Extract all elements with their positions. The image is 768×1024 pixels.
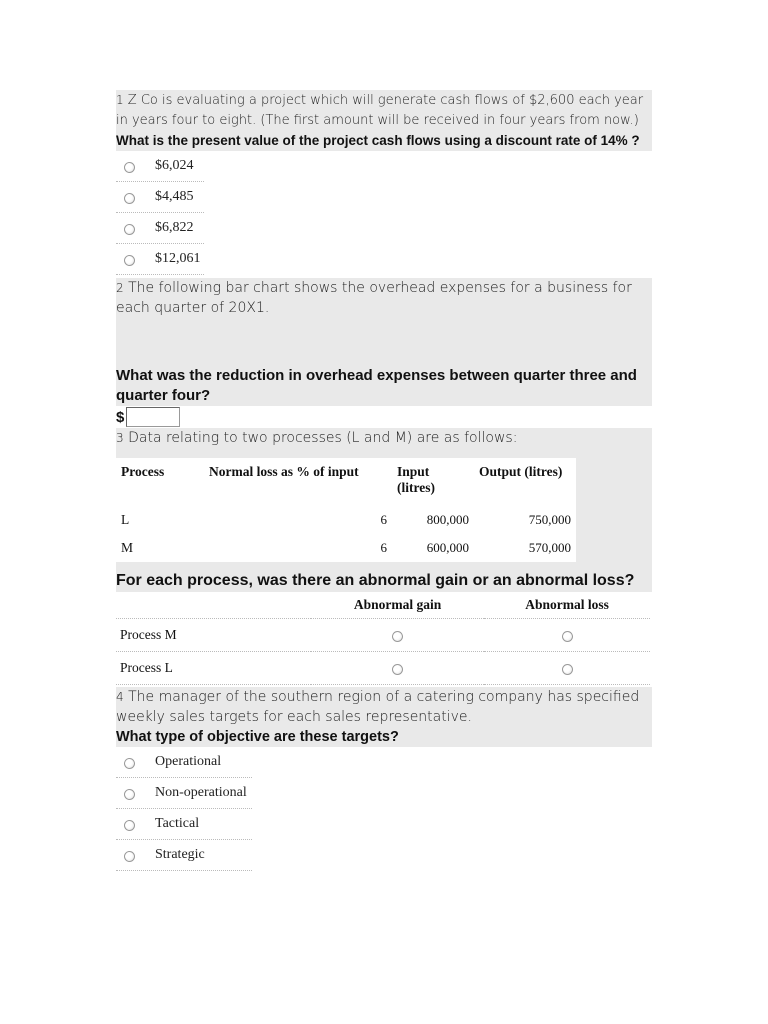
table-header-row — [116, 458, 576, 506]
answer-option[interactable] — [116, 151, 204, 182]
question-2 — [116, 278, 652, 428]
radio-button[interactable] — [124, 851, 135, 862]
radio-button[interactable] — [392, 631, 403, 642]
radio-button[interactable] — [562, 631, 573, 642]
question-text: Z Co is evaluating a project which will generate cash flows of $2,600 each year in years four to eight. (The first amount will be received in four years from now.) — [116, 93, 644, 128]
matrix-row — [116, 619, 650, 652]
question-2-stem — [116, 278, 652, 406]
radio-button[interactable] — [562, 664, 573, 675]
question-text: The following bar chart shows the overhead expenses for a business for each quarter of 20X1. — [116, 280, 632, 316]
option-label: $6,024 — [155, 158, 194, 173]
question-number: 4 — [116, 690, 124, 704]
matrix-header-row — [116, 592, 650, 619]
question-prompt: What is the present value of the project cash flows using a discount rate of 14% ? — [116, 133, 640, 148]
question-number: 1 — [116, 93, 124, 107]
question-prompt: What was the reduction in overhead expenses between quarter three and quarter four? — [116, 367, 637, 404]
process-data-table — [116, 458, 576, 562]
radio-button[interactable] — [124, 162, 135, 173]
column-header: Abnormal loss — [484, 592, 650, 619]
answer-option[interactable] — [116, 182, 204, 213]
quiz-page — [116, 90, 652, 871]
answer-input[interactable] — [126, 407, 180, 427]
radio-button[interactable] — [124, 758, 135, 769]
column-header: Normal loss as % of input — [209, 464, 359, 479]
radio-button[interactable] — [124, 820, 135, 831]
option-label: Tactical — [155, 816, 200, 831]
answer-option[interactable] — [116, 244, 204, 275]
table-cell: L — [121, 512, 130, 527]
question-text: The manager of the southern region of a catering company has specified weekly sales targets for each sales representative. — [116, 689, 640, 725]
table-row — [116, 506, 576, 534]
option-label: Non-operational — [155, 785, 247, 800]
option-label: $4,485 — [155, 189, 194, 204]
radio-button[interactable] — [124, 255, 135, 266]
matrix-corner — [116, 592, 311, 619]
table-cell: 800,000 — [426, 512, 469, 527]
row-label: Process L — [116, 652, 311, 685]
chart-placeholder — [116, 318, 652, 366]
question-3-stem — [116, 428, 652, 564]
table-cell: 750,000 — [528, 512, 571, 527]
question-1 — [116, 90, 652, 275]
column-header: Process — [121, 464, 165, 479]
table-row — [116, 534, 576, 562]
table-cell: M — [121, 540, 134, 555]
column-header: Input (litres) — [397, 464, 435, 495]
answer-option[interactable] — [116, 840, 252, 871]
question-4 — [116, 687, 652, 871]
question-text: Data relating to two processes (L and M) are as follows: — [128, 430, 518, 446]
option-label: Operational — [155, 754, 222, 769]
question-4-stem — [116, 687, 652, 747]
radio-button[interactable] — [124, 789, 135, 800]
answer-option[interactable] — [116, 747, 252, 778]
table-cell: 6 — [380, 512, 387, 527]
currency-symbol: $ — [116, 408, 125, 426]
question-prompt: For each process, was there an abnormal gain or an abnormal loss? — [116, 564, 652, 592]
question-number: 2 — [116, 281, 124, 295]
answer-option[interactable] — [116, 213, 204, 244]
question-4-options — [116, 747, 652, 871]
question-3 — [116, 428, 652, 685]
question-prompt: What type of objective are these targets? — [116, 729, 399, 745]
question-1-stem — [116, 90, 652, 151]
row-label: Process M — [116, 619, 311, 652]
table-cell: 570,000 — [528, 540, 571, 555]
column-header: Output (litres) — [479, 464, 563, 479]
answer-input-row — [116, 406, 652, 428]
column-header: Abnormal gain — [311, 592, 484, 619]
radio-button[interactable] — [392, 664, 403, 675]
question-number: 3 — [116, 431, 124, 445]
table-cell: 600,000 — [426, 540, 469, 555]
question-1-options — [116, 151, 652, 275]
answer-matrix — [116, 592, 650, 685]
answer-option[interactable] — [116, 778, 252, 809]
radio-button[interactable] — [124, 224, 135, 235]
option-label: $6,822 — [155, 220, 194, 235]
answer-option[interactable] — [116, 809, 252, 840]
radio-button[interactable] — [124, 193, 135, 204]
table-cell: 6 — [380, 540, 387, 555]
matrix-row — [116, 652, 650, 685]
option-label: Strategic — [155, 847, 205, 862]
option-label: $12,061 — [155, 251, 201, 266]
